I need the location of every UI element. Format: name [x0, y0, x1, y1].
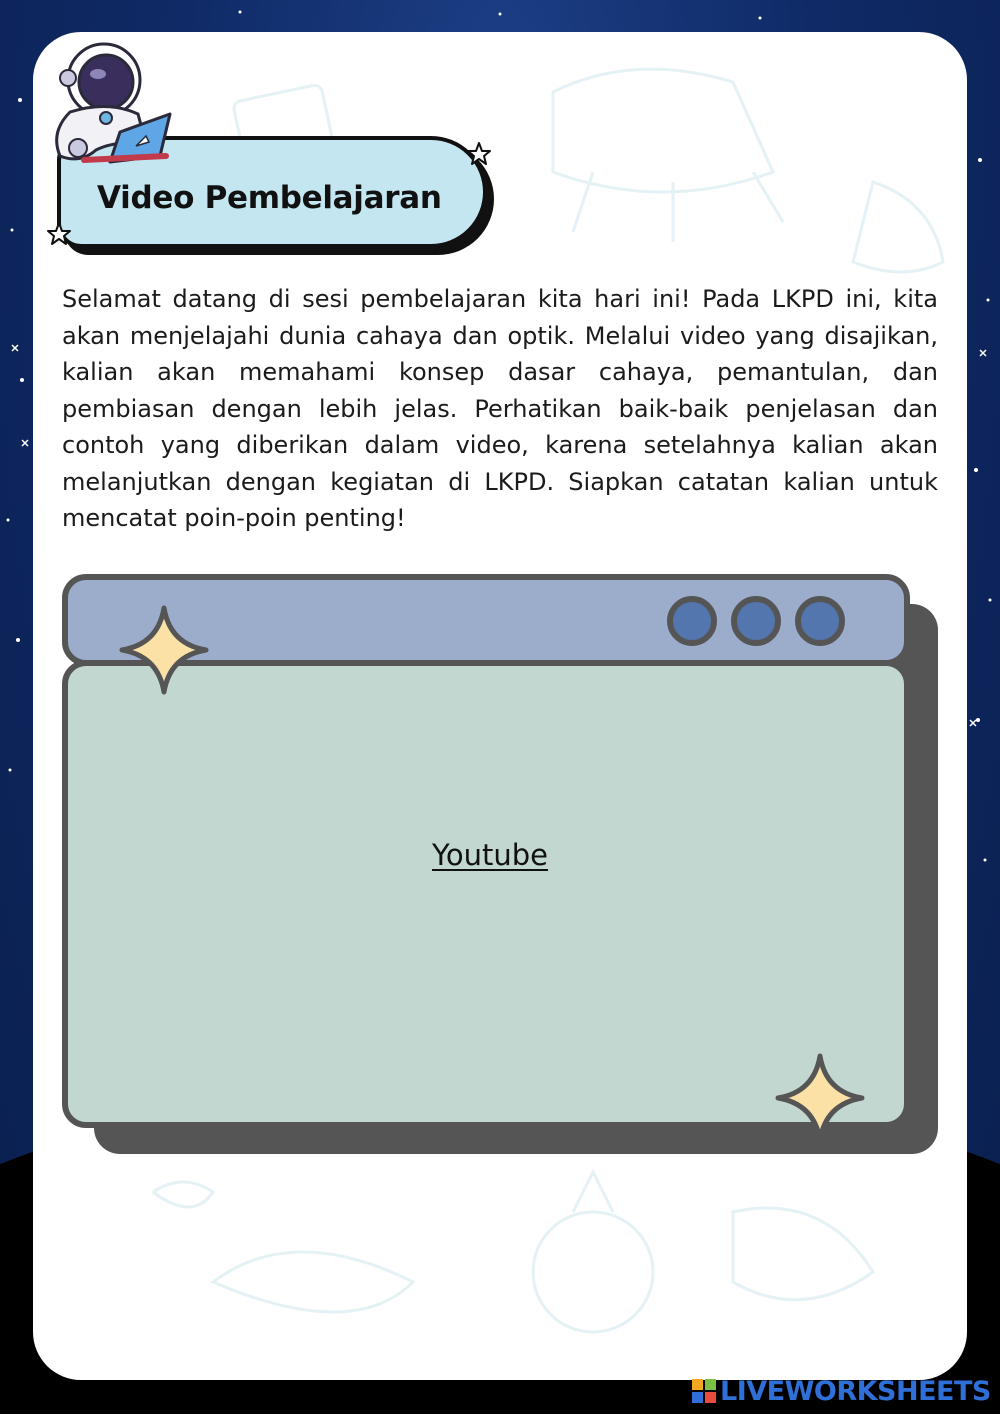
sparkle-icon [774, 1052, 866, 1144]
liveworksheets-brand [692, 1374, 991, 1408]
page-title: Video Pembelajaran [97, 180, 442, 216]
star-icon [466, 141, 492, 167]
star-icon [46, 221, 72, 247]
window-dot-icon [731, 596, 781, 646]
brand-name: LIVEWORKSHEETS [720, 1375, 991, 1407]
liveworksheets-logo-icon [692, 1379, 716, 1403]
window-dot-icon [667, 596, 717, 646]
window-dot-icon [795, 596, 845, 646]
intro-paragraph: Selamat datang di sesi pembelajaran kita hari ini! Pada LKPD ini, kita akan menjelajahi dunia cahaya dan optik. Melalui video yang disajikan, kalian akan memahami konsep dasar cahaya, pemantulan, dan pembiasan dengan lebih jelas. Perhatikan baik-baik penjelasan dan contoh yang diberikan dalam video, karena setelahnya kalian akan melanjutkan dengan kegiatan di LKPD. Siapkan catatan kalian untuk mencatat poin-poin penting! [62, 285, 938, 532]
sparkle-icon [118, 604, 210, 696]
astronaut-icon [40, 36, 180, 166]
youtube-link[interactable]: Youtube [432, 838, 548, 872]
